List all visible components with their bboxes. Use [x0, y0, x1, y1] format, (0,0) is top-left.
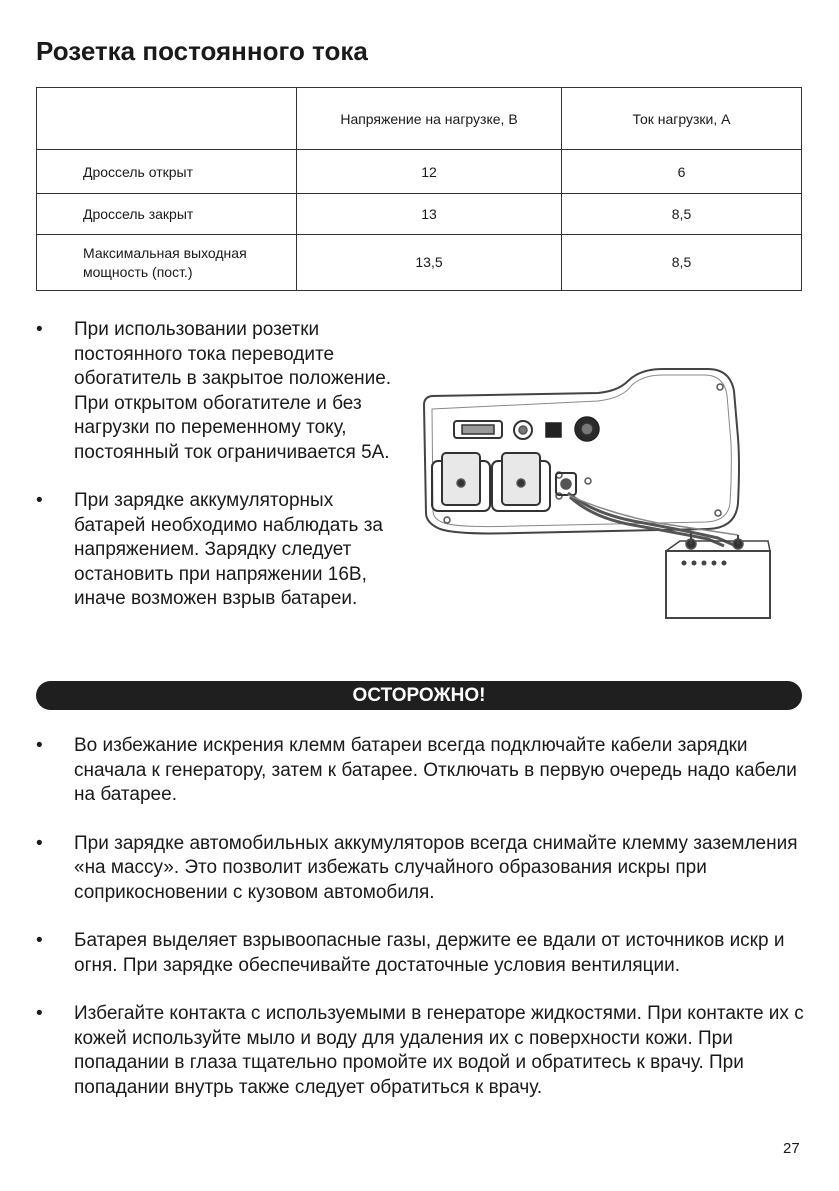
- generator-battery-illustration: [418, 363, 798, 625]
- voltage-cell: 12: [297, 150, 562, 194]
- list-item-text: Избегайте контакта с используемыми в генераторе жидкостями. При контакте их с кожей используйте мыло и воду для удаления их с поверхности кожи. При попадании в глаза тщательно промойте их водой и обратитесь к врачу. При попадании внутрь также следует обратиться к врачу.: [74, 1003, 804, 1098]
- list-item: [36, 318, 406, 465]
- warning-heading: ОСТОРОЖНО!: [36, 681, 802, 710]
- bullet-dot: •: [36, 490, 43, 511]
- voltage-cell: 13,5: [297, 235, 562, 291]
- table-row: [37, 235, 802, 291]
- current-cell: 8,5: [562, 194, 802, 235]
- switch: [546, 423, 561, 437]
- table-header-row: [37, 88, 802, 150]
- list-item: [36, 489, 406, 612]
- list-item-text: Батарея выделяет взрывоопасные газы, держите ее вдали от источников искр и огня. При зарядке обеспечивайте достаточные условия вентиляции.: [74, 930, 785, 976]
- row-label-line: мощность (пост.): [83, 263, 193, 280]
- page-number: 27: [783, 1140, 800, 1157]
- table-header-empty: [37, 88, 297, 150]
- list-item: [36, 734, 806, 808]
- warning-bullet-list: [36, 734, 806, 1100]
- bullet-dot: •: [36, 735, 43, 756]
- list-item-text: Во избежание искрения клемм батареи всегда подключайте кабели зарядки сначала к генератору, затем к батарее. Отключать в первую очередь надо кабели на батарее.: [74, 735, 797, 805]
- row-label: Дроссель закрыт: [37, 194, 297, 235]
- list-item: [36, 832, 806, 906]
- row-label: [37, 235, 297, 291]
- list-item: [36, 1002, 806, 1100]
- bullet-dot: •: [36, 1003, 43, 1024]
- bullet-dot: •: [36, 930, 43, 951]
- table-row: [37, 194, 802, 235]
- current-cell: 6: [562, 150, 802, 194]
- page-title: Розетка постоянного тока: [36, 36, 368, 66]
- table-row: [37, 150, 802, 194]
- table-header-current: Ток нагрузки, А: [562, 88, 802, 150]
- list-item-text: При зарядке аккумуляторных батарей необходимо наблюдать за напряжением. Зарядку следует остановить при напряжении 16В, иначе возможен взрыв батареи.: [74, 490, 384, 609]
- list-item-text: При зарядке автомобильных аккумуляторов всегда снимайте клемму заземления «на массу». Это позволит избежать случайного образования искры при соприкосновении с кузовом автомобиля.: [74, 832, 798, 903]
- row-label: Дроссель открыт: [37, 150, 297, 194]
- bullet-dot: •: [36, 319, 43, 340]
- list-item-text: При использовании розетки постоянного тока переводите обогатитель в закрытое положение. При открытом обогатителе и без нагрузки по переменному току, постоянный ток ограничивается 5А.: [74, 319, 392, 463]
- row-label-line: Максимальная выходная: [83, 244, 247, 261]
- top-bullet-list: [36, 318, 406, 612]
- dc-output-table: [36, 87, 802, 291]
- table-header-voltage: Напряжение на нагрузке, В: [297, 88, 562, 150]
- control-panel-outline: [424, 369, 739, 534]
- list-item: [36, 929, 806, 978]
- voltage-cell: 13: [297, 194, 562, 235]
- battery: [666, 551, 770, 618]
- bullet-dot: •: [36, 832, 43, 854]
- current-cell: 8,5: [562, 235, 802, 291]
